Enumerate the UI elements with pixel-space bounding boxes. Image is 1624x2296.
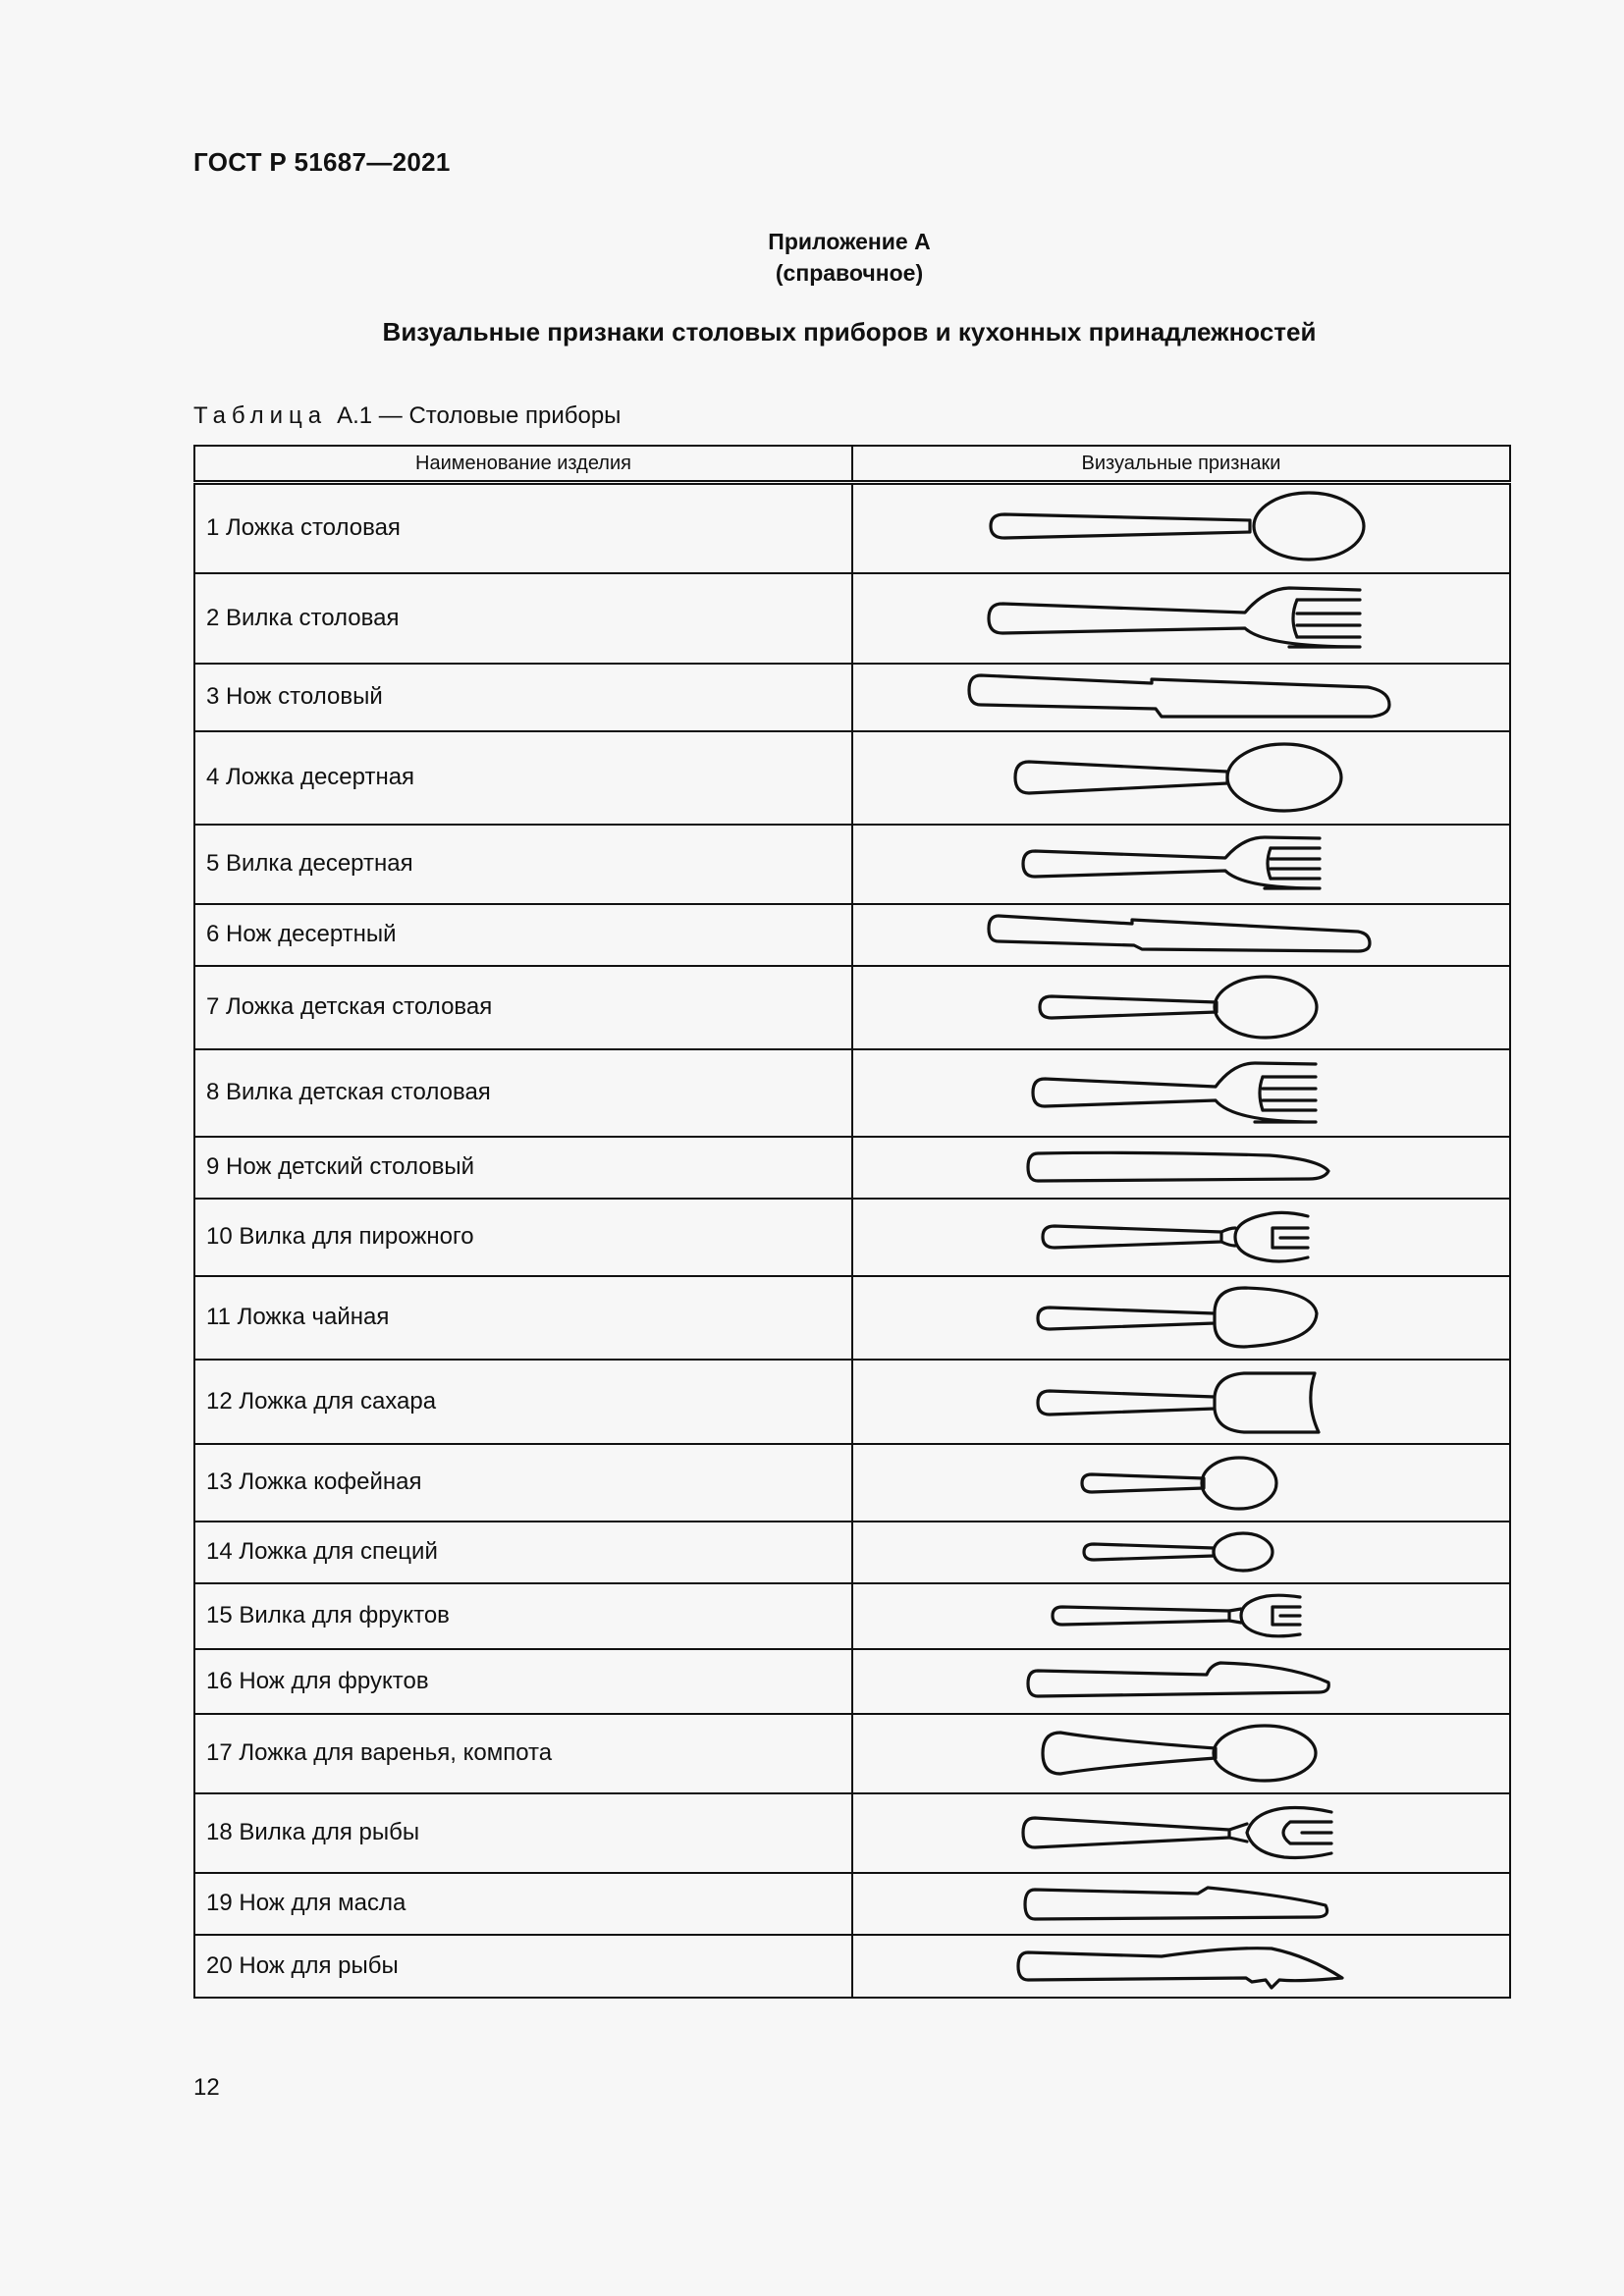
table-row	[194, 1935, 1510, 1998]
table-row	[194, 1873, 1510, 1935]
teaspoon-icon	[1034, 1286, 1328, 1349]
table-row	[194, 904, 1510, 966]
table-knife-icon	[965, 671, 1397, 722]
appendix-note: (справочное)	[775, 260, 924, 286]
table-row	[194, 1522, 1510, 1583]
table-fork-icon	[985, 584, 1378, 653]
table-row	[194, 664, 1510, 731]
dessert-knife-icon	[985, 912, 1378, 957]
item-name: 13 Ложка кофейная	[194, 1444, 852, 1522]
document-title: Визуальные признаки столовых приборов и кухонных принадлежностей	[382, 317, 1317, 347]
table-row	[194, 825, 1510, 904]
item-name: 20 Нож для рыбы	[194, 1935, 852, 1998]
table-row	[194, 731, 1510, 825]
fruit-fork-icon	[1049, 1591, 1314, 1640]
child-fork-icon	[1029, 1059, 1333, 1126]
item-name: 7 Ложка детская столовая	[194, 966, 852, 1049]
table-caption-prefix: Таблица	[193, 402, 328, 429]
table-caption-text: А.1 — Столовые приборы	[337, 402, 622, 429]
table-row	[194, 1649, 1510, 1714]
item-name: 9 Нож детский столовый	[194, 1137, 852, 1199]
fruit-knife-icon	[1024, 1659, 1338, 1704]
table-row	[194, 1583, 1510, 1649]
table-row	[194, 1444, 1510, 1522]
item-name: 16 Нож для фруктов	[194, 1649, 852, 1714]
document-code: ГОСТ Р 51687—2021	[193, 147, 451, 177]
page-number: 12	[193, 2074, 220, 2101]
item-name: 5 Вилка десертная	[194, 825, 852, 904]
item-name: 10 Вилка для пирожного	[194, 1199, 852, 1276]
item-name: 15 Вилка для фруктов	[194, 1583, 852, 1649]
item-name: 12 Ложка для сахара	[194, 1360, 852, 1444]
item-name: 3 Нож столовый	[194, 664, 852, 731]
table-row	[194, 1199, 1510, 1276]
cutlery-table	[193, 445, 1511, 1999]
fish-fork-icon	[1019, 1802, 1343, 1863]
table-row	[194, 1714, 1510, 1793]
column-header-visual: Визуальные признаки	[852, 446, 1510, 483]
dessert-spoon-icon	[1009, 742, 1353, 813]
item-name: 18 Вилка для рыбы	[194, 1793, 852, 1873]
coffee-spoon-icon	[1078, 1455, 1284, 1510]
item-name: 19 Нож для масла	[194, 1873, 852, 1935]
table-caption	[193, 402, 621, 430]
item-name: 2 Вилка столовая	[194, 573, 852, 664]
table-row	[194, 573, 1510, 664]
item-name: 4 Ложка десертная	[194, 731, 852, 825]
column-header-name: Наименование изделия	[194, 446, 852, 483]
table-row	[194, 1360, 1510, 1444]
spice-spoon-icon	[1080, 1530, 1282, 1574]
fish-knife-icon	[1014, 1943, 1348, 1990]
dessert-fork-icon	[1019, 833, 1343, 894]
cake-fork-icon	[1039, 1206, 1324, 1267]
tablespoon-icon	[985, 493, 1378, 563]
jam-spoon-icon	[1039, 1723, 1324, 1784]
table-row	[194, 483, 1510, 573]
table-row	[194, 1137, 1510, 1199]
item-name: 14 Ложка для специй	[194, 1522, 852, 1583]
table-header-row	[194, 446, 1510, 483]
appendix-heading	[0, 226, 1624, 289]
item-name: 8 Вилка детская столовая	[194, 1049, 852, 1137]
butter-knife-icon	[1021, 1882, 1341, 1925]
table-row	[194, 966, 1510, 1049]
table-row	[194, 1049, 1510, 1137]
item-name: 1 Ложка столовая	[194, 483, 852, 573]
table-row	[194, 1793, 1510, 1873]
item-name: 17 Ложка для варенья, компота	[194, 1714, 852, 1793]
table-row	[194, 1276, 1510, 1360]
child-knife-icon	[1024, 1146, 1338, 1189]
item-name: 11 Ложка чайная	[194, 1276, 852, 1360]
appendix-title: Приложение А	[768, 229, 931, 254]
item-name: 6 Нож десертный	[194, 904, 852, 966]
child-spoon-icon	[1034, 975, 1328, 1040]
sugar-spoon-icon	[1034, 1369, 1328, 1434]
